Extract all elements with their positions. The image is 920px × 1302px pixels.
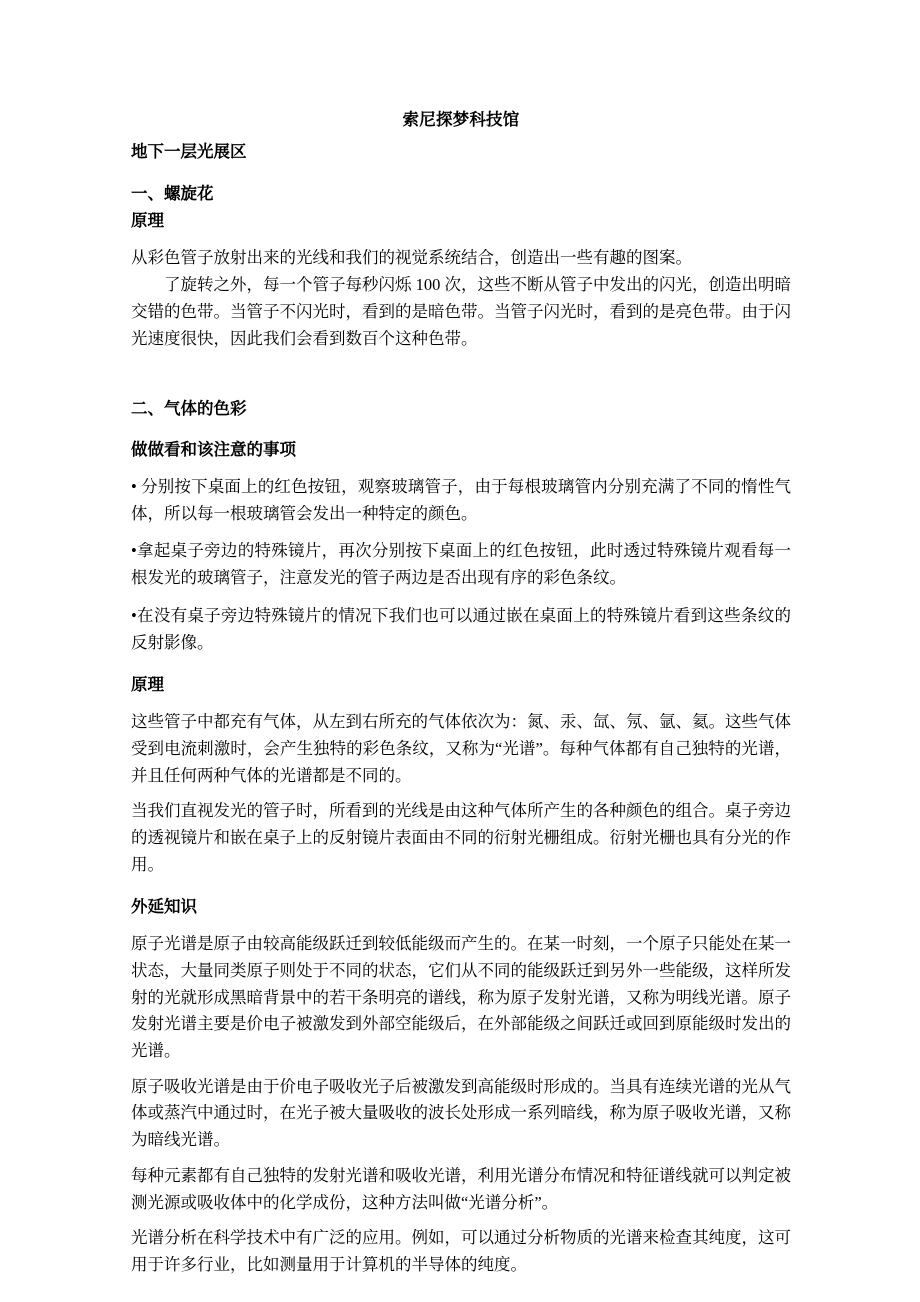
principle-heading-1: 原理 (131, 210, 164, 230)
paragraph-gas-principle-1: 这些管子中都充有气体，从左到右所充的气体依次为：氮、汞、氙、氖、氩、氦。这些气体受到电流刺激时，会产生独特的彩色条纹，又称为“光谱”。每种气体都有自己独特的光谱，并且任何两种气体的光谱都是不同的。 (131, 712, 791, 785)
section-heading-2: 二、气体的色彩 (131, 398, 247, 418)
principle-heading-2: 原理 (131, 675, 164, 695)
section-spacer (131, 353, 791, 379)
page-subtitle: 地下一层光展区 (131, 141, 247, 161)
paragraph-extended-1: 原子光谱是原子由较高能级跃迁到较低能级而产生的。在某一时刻，一个原子只能处在某一状态，大量同类原子则处于不同的状态，它们从不同的能级跃迁到另外一些能级，这样所发射的光就形成黑暗背景中的若干条明亮的谱线，称为原子发射光谱，又称为明线光谱。原子发射光谱主要是价电子被激发到外部空能级后，在外部能级之间跃迁或回到原能级时发出的光谱。 (131, 934, 791, 1060)
list-item: •拿起桌子旁边的特殊镜片，再次分别按下桌面上的红色按钮，此时透过特殊镜片观看每一根发光的玻璃管子，注意发光的管子两边是否出现有序的彩色条纹。 (131, 541, 791, 588)
extended-knowledge-heading: 外延知识 (131, 897, 197, 917)
paragraph-extended-4: 光谱分析在科学技术中有广泛的应用。例如，可以通过分析物质的光谱来检查其纯度，这可用于许多行业，比如测量用于计算机的半导体的纯度。 (131, 1228, 791, 1275)
paragraph-extended-3: 每种元素都有自己独特的发射光谱和吸收光谱，利用光谱分布情况和特征谱线就可以判定被测光源或吸收体中的化学成份，这种方法叫做“光谱分析”。 (131, 1165, 791, 1212)
section-heading-1: 一、螺旋花 (131, 184, 214, 204)
list-item: • 分别按下桌面上的红色按钮，观察玻璃管子，由于每根玻璃管内分别充满了不同的惰性气体，所以每一根玻璃管会发出一种特定的颜色。 (131, 477, 791, 523)
paragraph-extended-2: 原子吸收光谱是由于价电子吸收光子后被激发到高能级时形成的。当具有连续光谱的光从气体或蒸汽中通过时，在光子被大量吸收的波长处形成一系列暗线，称为原子吸收光谱，又称为暗线光谱。 (131, 1076, 791, 1150)
paragraph-spiral-flower-2: 了旋转之外，每一个管子每秒闪烁 100 次，这些不断从管子中发出的闪光，创造出明暗交错的色带。当管子不闪光时，看到的是暗色带。当管子闪光时，看到的是亮色带。由于闪光速度很快，因此我们会看到数百个这种色带。 (131, 275, 791, 348)
list-item: •在没有桌子旁边特殊镜片的情况下我们也可以通过嵌在桌面上的特殊镜片看到这些条纹的反射影像。 (131, 605, 791, 652)
document-body (131, 107, 791, 1279)
paragraph-spiral-flower-1: 从彩色管子放射出来的光线和我们的视觉系统结合，创造出一些有趣的图案。 (131, 247, 692, 267)
notes-heading: 做做看和该注意的事项 (131, 440, 296, 460)
page-title: 索尼探梦科技馆 (402, 110, 520, 129)
paragraph-gas-principle-2: 当我们直视发光的管子时，所看到的光线是由这种气体所产生的各种颜色的组合。桌子旁边的透视镜片和嵌在桌子上的反射镜片表面由不同的衍射光栅组成。衍射光栅也具有分光的作用。 (131, 801, 791, 874)
